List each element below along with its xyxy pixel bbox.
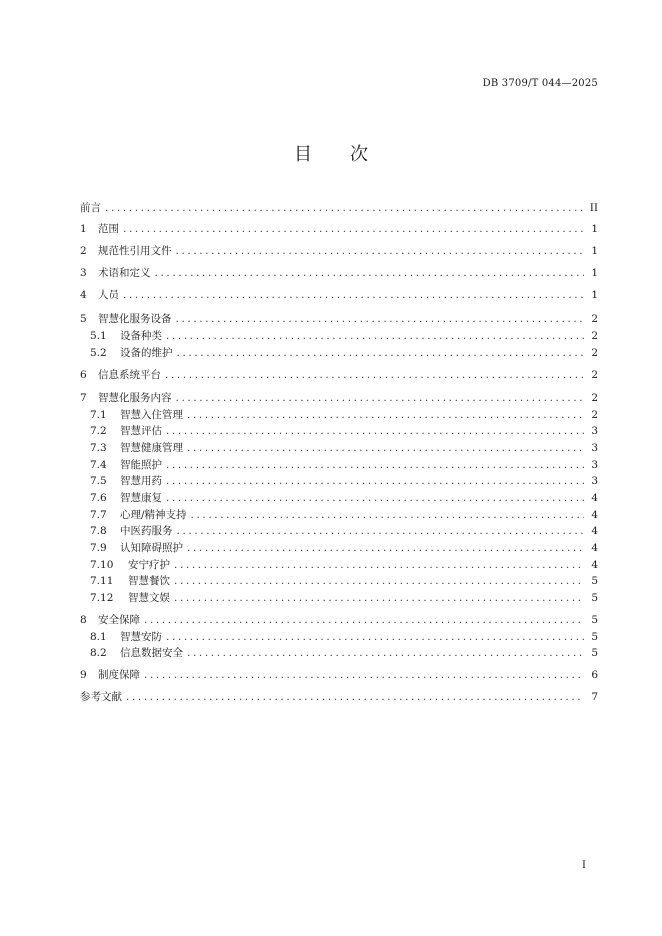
toc-entry-page: 4 [591, 509, 598, 521]
toc-leader-dots [144, 669, 584, 681]
toc-leader-dots [187, 542, 584, 554]
toc-entry-label: 智慧化服务内容 [98, 392, 172, 404]
toc-leader-dots [123, 223, 584, 235]
toc-entry-number: 7.5 [90, 475, 107, 487]
document-code: DB 3709/T 044—2025 [482, 78, 598, 89]
toc-entry[interactable] [80, 287, 598, 303]
toc-entry[interactable] [80, 612, 598, 628]
toc-entry-page: 1 [591, 289, 598, 301]
toc-entry-number: 5.1 [90, 330, 107, 342]
toc-entry-label: 信息系统平台 [98, 369, 161, 381]
footer-page-number: I [582, 860, 586, 871]
toc-entry-label: 制度保障 [98, 669, 140, 681]
page-title: 目次 [294, 144, 406, 165]
toc-entry-label: 设备种类 [120, 330, 162, 342]
toc-entry-number: 7.3 [90, 442, 107, 454]
toc-entry-number: 7.2 [90, 425, 107, 437]
toc-entry-page: 4 [591, 492, 598, 504]
toc-entry-number: 7.7 [90, 509, 107, 521]
toc-entry-label: 术语和定义 [98, 267, 151, 279]
toc-leader-dots [166, 330, 584, 342]
toc-entry-label: 人员 [98, 289, 119, 301]
toc-leader-dots [166, 631, 584, 643]
toc-entry-number: 7.1 [90, 409, 107, 421]
toc-entry-page: 7 [591, 691, 598, 703]
toc-entry[interactable] [90, 590, 598, 606]
toc-entry-label: 中医药服务 [120, 525, 173, 537]
toc-leader-dots [166, 492, 584, 504]
toc-entry[interactable] [80, 200, 598, 216]
toc-entry-page: 1 [591, 245, 598, 257]
toc-entry-label: 智慧用药 [120, 475, 162, 487]
toc-entry-label: 心理/精神支持 [120, 509, 187, 521]
toc-entry-label: 范围 [98, 223, 119, 235]
toc-entry[interactable] [80, 689, 598, 705]
toc-entry-page: 1 [591, 267, 598, 279]
toc-entry-page: 3 [591, 442, 598, 454]
toc-leader-dots [176, 392, 585, 404]
toc-leader-dots [166, 475, 584, 487]
toc-entry[interactable] [80, 265, 598, 281]
toc-entry-number: 8 [80, 614, 87, 626]
toc-entry-page: II [589, 202, 598, 214]
toc-entry[interactable] [90, 328, 598, 344]
toc-leader-dots [166, 459, 584, 471]
toc-entry[interactable] [90, 423, 598, 439]
toc-entry[interactable] [90, 629, 598, 645]
toc-leader-dots [176, 245, 585, 257]
toc-entry[interactable] [80, 367, 598, 383]
toc-entry-number: 8.1 [90, 631, 107, 643]
toc-entry[interactable] [80, 311, 598, 327]
toc-entry-number: 7.4 [90, 459, 107, 471]
toc-entry-number: 7.9 [90, 542, 107, 554]
toc-entry-label: 智慧健康管理 [120, 442, 183, 454]
toc-entry-number: 9 [80, 669, 87, 681]
toc-entry-page: 5 [591, 614, 598, 626]
toc-leader-dots [123, 289, 584, 301]
toc-entry-number: 3 [80, 267, 87, 279]
toc-entry-label: 前言 [80, 202, 101, 214]
toc-entry-page: 5 [591, 647, 598, 659]
toc-entry-label: 设备的维护 [120, 347, 173, 359]
toc-entry[interactable] [90, 440, 598, 456]
toc-entry-label: 认知障碍照护 [120, 542, 183, 554]
toc-entry-number: 5.2 [90, 347, 107, 359]
toc-entry-label: 信息数据安全 [120, 647, 183, 659]
toc-entry[interactable] [90, 523, 598, 539]
toc-entry-page: 3 [591, 475, 598, 487]
toc-entry-page: 2 [591, 330, 598, 342]
toc-entry-label: 智慧入住管理 [120, 409, 183, 421]
toc-entry-label: 智慧化服务设备 [98, 313, 172, 325]
toc-entry-label: 规范性引用文件 [98, 245, 172, 257]
toc-entry-number: 6 [80, 369, 87, 381]
toc-entry-page: 4 [591, 542, 598, 554]
toc-entry[interactable] [90, 345, 598, 361]
toc-entry[interactable] [90, 540, 598, 556]
toc-leader-dots [176, 313, 585, 325]
toc-entry[interactable] [90, 507, 598, 523]
toc-leader-dots [165, 369, 584, 381]
toc-entry-label: 智能照护 [120, 459, 162, 471]
toc-entry-number: 7.11 [90, 575, 114, 587]
toc-entry-number: 7.8 [90, 525, 107, 537]
toc-entry[interactable] [90, 490, 598, 506]
toc-entry[interactable] [80, 667, 598, 683]
toc-entry-page: 3 [591, 459, 598, 471]
toc-entry[interactable] [90, 573, 598, 589]
toc-entry-page: 4 [591, 559, 598, 571]
toc-entry-number: 7.12 [90, 592, 114, 604]
toc-leader-dots [191, 509, 584, 521]
toc-entry-number: 4 [80, 289, 87, 301]
toc-entry[interactable] [80, 390, 598, 406]
toc-leader-dots [105, 202, 584, 214]
toc-entry-page: 2 [591, 409, 598, 421]
toc-entry[interactable] [90, 457, 598, 473]
toc-entry-number: 7 [80, 392, 87, 404]
toc-entry-page: 5 [591, 575, 598, 587]
toc-entry-number: 1 [80, 223, 87, 235]
toc-entry-label: 参考文献 [80, 691, 122, 703]
toc-leader-dots [126, 691, 584, 703]
toc-entry[interactable] [90, 645, 598, 661]
toc-leader-dots [174, 592, 584, 604]
toc-entry-page: 5 [591, 631, 598, 643]
toc-entry-label: 智慧康复 [120, 492, 162, 504]
toc-entry-label: 智慧餐饮 [128, 575, 170, 587]
toc-entry-label: 智慧评估 [120, 425, 162, 437]
toc-entry-label: 智慧文娱 [128, 592, 170, 604]
toc-entry[interactable] [90, 407, 598, 423]
toc-leader-dots [166, 425, 584, 437]
toc-entry-page: 1 [591, 223, 598, 235]
toc-entry-label: 智慧安防 [120, 631, 162, 643]
toc-leader-dots [174, 559, 584, 571]
toc-entry-label: 安宁疗护 [128, 559, 170, 571]
toc-leader-dots [177, 347, 585, 359]
toc-entry-page: 4 [591, 525, 598, 537]
toc-leader-dots [155, 267, 585, 279]
toc-entry[interactable] [90, 557, 598, 573]
toc-entry-number: 7.6 [90, 492, 107, 504]
toc-leader-dots [187, 409, 584, 421]
toc-entry-page: 5 [591, 592, 598, 604]
toc-leader-dots [187, 442, 584, 454]
toc-leader-dots [187, 647, 584, 659]
toc-entry-label: 安全保障 [98, 614, 140, 626]
toc-leader-dots [177, 525, 585, 537]
toc-entry-page: 2 [591, 313, 598, 325]
toc-entry[interactable] [80, 221, 598, 237]
toc-entry-page: 2 [591, 347, 598, 359]
toc-entry-number: 5 [80, 313, 87, 325]
toc-entry-number: 8.2 [90, 647, 107, 659]
toc-entry[interactable] [80, 243, 598, 259]
toc-entry-page: 6 [591, 669, 598, 681]
toc-entry-number: 2 [80, 245, 87, 257]
toc-entry[interactable] [90, 473, 598, 489]
toc-entry-page: 2 [591, 392, 598, 404]
toc-leader-dots [144, 614, 584, 626]
toc-entry-page: 3 [591, 425, 598, 437]
toc-leader-dots [174, 575, 584, 587]
toc-entry-page: 2 [591, 369, 598, 381]
toc-entry-number: 7.10 [90, 559, 114, 571]
